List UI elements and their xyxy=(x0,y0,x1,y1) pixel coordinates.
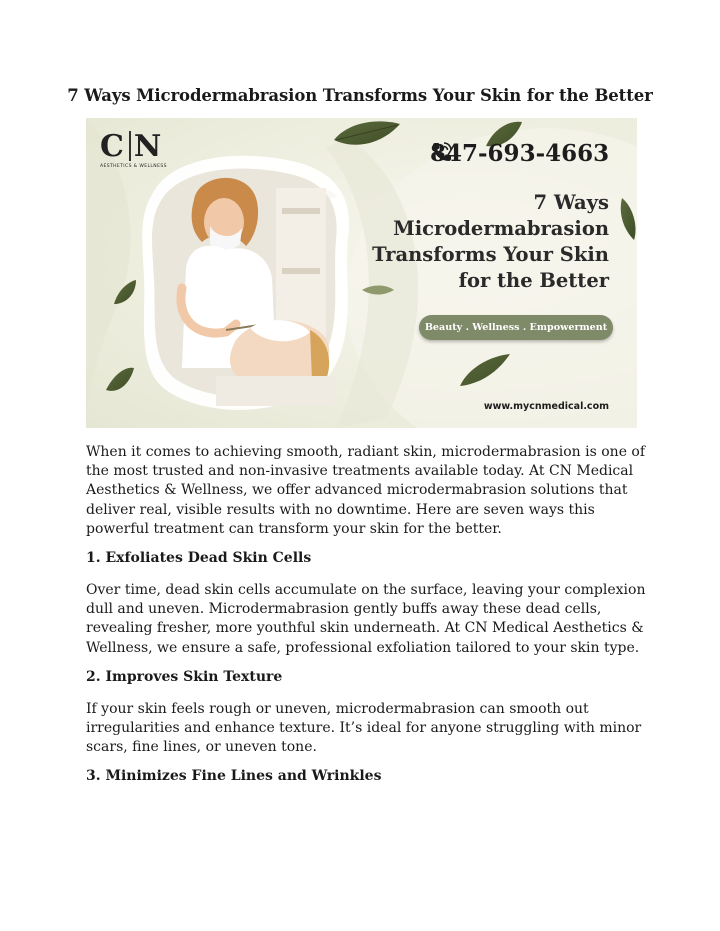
banner-heading-line: Microdermabrasion xyxy=(393,217,609,240)
logo-divider xyxy=(129,131,131,161)
logo-letter-n: N xyxy=(133,129,164,164)
banner-heading-line: 7 Ways xyxy=(533,191,609,214)
banner-heading-line: Transforms Your Skin xyxy=(372,243,609,266)
phone-number[interactable] xyxy=(430,140,609,167)
esthetician-treatment-photo xyxy=(152,169,337,406)
tagline-pill: Beauty . Wellness . Empowerment xyxy=(419,315,613,340)
phone-number-text: 847-693-4663 xyxy=(430,140,610,167)
phone-icon xyxy=(430,140,454,164)
promo-banner xyxy=(86,118,637,428)
brand-logo xyxy=(100,130,180,169)
section-body: If your skin feels rough or uneven, microdermabrasion can smooth out irregularities and enhance texture. It’s ideal for anyone struggling with minor scars, fine lines, or uneven tone. xyxy=(86,701,642,756)
intro-paragraph: When it comes to achieving smooth, radiant skin, microdermabrasion is one of the most trusted and non-invasive treatments available today. At CN Medical Aesthetics & Wellness, we offer advanced microdermabrasion solutions that deliver real, visible results with no downtime. Here are seven ways this powerful treatment can transform your skin for the better. xyxy=(86,444,646,537)
leaf-icon xyxy=(106,368,134,391)
section-heading: 3. Minimizes Fine Lines and Wrinkles xyxy=(86,768,382,784)
website-link[interactable]: www.mycnmedical.com xyxy=(483,401,609,412)
section-body: Over time, dead skin cells accumulate on the surface, leaving your complexion dull and uneven. Microdermabrasion gently buffs away these dead cells, revealing fresher, more youthful skin underneath. At CN Medical Aesthetics & Wellness, we ensure a safe, professional exfoliation tailored to your skin type. xyxy=(86,582,646,656)
section-heading: 1. Exfoliates Dead Skin Cells xyxy=(86,550,312,566)
logo-tagline: AESTHETICS & WELLNESS xyxy=(100,164,167,169)
leaf-icon xyxy=(334,121,400,144)
section-heading: 2. Improves Skin Texture xyxy=(86,669,283,685)
banner-heading-line: for the Better xyxy=(458,269,609,292)
banner-heading xyxy=(349,190,609,294)
page-title: 7 Ways Microdermabrasion Transforms Your Skin for the Better xyxy=(67,86,653,105)
logo-letter-c: C xyxy=(100,129,126,164)
